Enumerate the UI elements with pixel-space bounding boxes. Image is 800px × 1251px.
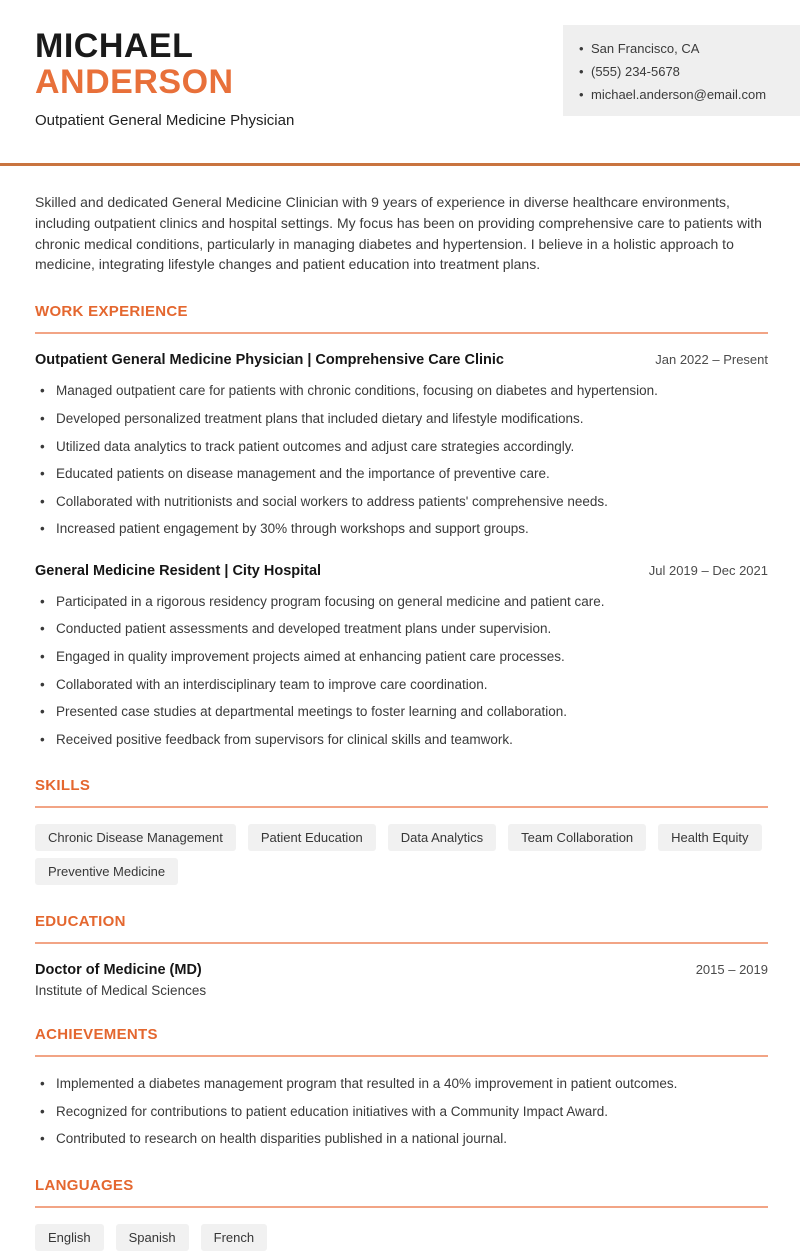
school-name: Institute of Medical Sciences xyxy=(35,983,207,999)
bullet-icon: • xyxy=(579,64,584,79)
contact-phone xyxy=(579,60,786,83)
header xyxy=(0,0,800,146)
job-title: Outpatient General Medicine Physician | Comprehensive Care Clinic xyxy=(35,352,504,369)
skill-chip: Chronic Disease Management xyxy=(35,824,236,851)
job-bullet: • Developed personalized treatment plans that included dietary and lifestyle modifications. xyxy=(35,409,768,428)
skill-chip: Health Equity xyxy=(658,824,761,851)
contact-email-text: michael.anderson@email.com xyxy=(591,87,767,102)
contact-email xyxy=(579,83,786,106)
skill-chip: Team Collaboration xyxy=(508,824,646,851)
job-title: General Medicine Resident | City Hospital xyxy=(35,562,322,579)
job-bullet: • Participated in a rigorous residency program focusing on general medicine and patient care. xyxy=(35,592,768,611)
first-name: MICHAEL xyxy=(35,27,194,65)
skill-chip: Patient Education xyxy=(248,824,376,851)
job-entry xyxy=(35,352,768,538)
skill-chip: Data Analytics xyxy=(388,824,496,851)
skills-chip-list xyxy=(35,824,768,885)
job-bullet-list xyxy=(35,381,768,538)
job-bullet: • Conducted patient assessments and developed treatment plans under supervision. xyxy=(35,619,768,638)
header-job-title: Outpatient General Medicine Physician xyxy=(35,112,295,129)
header-divider xyxy=(0,163,800,166)
achievement-bullet: • Contributed to research on health disparities published in a national journal. xyxy=(35,1129,768,1148)
bullet-icon: • xyxy=(579,41,584,56)
job-dates: Jul 2019 – Dec 2021 xyxy=(648,562,768,578)
job-bullet: • Increased patient engagement by 30% through workshops and support groups. xyxy=(35,519,768,538)
skills-heading: SKILLS xyxy=(35,777,768,808)
work-experience-heading: WORK EXPERIENCE xyxy=(35,303,768,334)
job-header-row xyxy=(35,563,768,579)
section-languages xyxy=(35,1177,768,1251)
language-chip: Spanish xyxy=(116,1224,189,1251)
job-bullet: • Utilized data analytics to track patient outcomes and adjust care strategies accordingly. xyxy=(35,437,768,456)
section-education xyxy=(35,913,768,998)
languages-chip-list xyxy=(35,1224,768,1251)
job-bullet: • Collaborated with nutritionists and social workers to address patients' comprehensive needs. xyxy=(35,492,768,511)
contact-phone-text: (555) 234-5678 xyxy=(591,64,680,79)
education-entry xyxy=(35,962,768,998)
summary-paragraph: Skilled and dedicated General Medicine Clinician with 9 years of experience in diverse healthcare environments, including outpatient clinics and hospital settings. My focus has been on providing comprehensive care to patients with chronic medical conditions, particularly in managing diabetes and hypertension. I believe in a holistic approach to medicine, integrating lifestyle changes and patient education into treatment plans. xyxy=(35,194,762,273)
last-name: ANDERSON xyxy=(35,63,234,101)
contact-location xyxy=(579,37,786,60)
achievement-bullet: • Recognized for contributions to patient education initiatives with a Community Impact Award. xyxy=(35,1102,768,1121)
job-entry xyxy=(35,563,768,749)
section-achievements xyxy=(35,1026,768,1148)
job-bullet: • Presented case studies at departmental meetings to foster learning and collaboration. xyxy=(35,702,768,721)
job-bullet: • Collaborated with an interdisciplinary team to improve care coordination. xyxy=(35,675,768,694)
job-bullet: • Received positive feedback from supervisors for clinical skills and teamwork. xyxy=(35,730,768,749)
contact-location-text: San Francisco, CA xyxy=(591,41,700,56)
job-dates: Jan 2022 – Present xyxy=(655,352,768,368)
achievement-bullet: • Implemented a diabetes management program that resulted in a 40% improvement in patient outcomes. xyxy=(35,1074,768,1093)
degree-title: Doctor of Medicine (MD) xyxy=(35,962,202,979)
language-chip: French xyxy=(201,1224,267,1251)
languages-heading: LANGUAGES xyxy=(35,1177,768,1208)
section-skills xyxy=(35,777,768,885)
education-heading: EDUCATION xyxy=(35,913,768,944)
achievements-heading: ACHIEVEMENTS xyxy=(35,1026,768,1057)
language-chip: English xyxy=(35,1224,104,1251)
contact-list xyxy=(579,37,786,106)
resume-content xyxy=(0,192,800,1251)
job-bullet: • Engaged in quality improvement projects aimed at enhancing patient care processes. xyxy=(35,647,768,666)
job-bullet: • Managed outpatient care for patients with chronic conditions, focusing on diabetes and hypertension. xyxy=(35,381,768,400)
job-bullet: • Educated patients on disease management and the importance of preventive care. xyxy=(35,464,768,483)
section-work-experience xyxy=(35,303,768,749)
job-bullet-list xyxy=(35,592,768,749)
skill-chip: Preventive Medicine xyxy=(35,858,178,885)
contact-card xyxy=(563,25,800,116)
job-header-row xyxy=(35,352,768,368)
education-header-row xyxy=(35,962,768,978)
education-dates: 2015 – 2019 xyxy=(695,962,768,978)
bullet-icon: • xyxy=(579,87,584,102)
achievements-bullet-list xyxy=(35,1074,768,1148)
